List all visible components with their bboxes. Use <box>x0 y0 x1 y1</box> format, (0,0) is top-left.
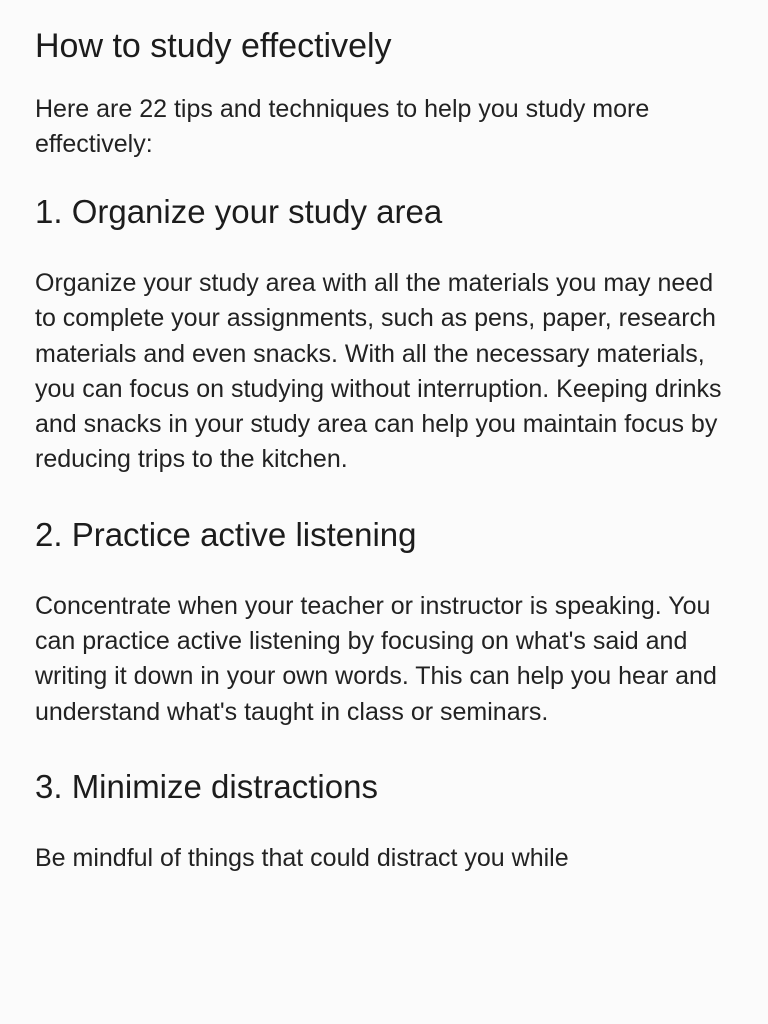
section-minimize-distractions <box>35 765 734 876</box>
section-body: Organize your study area with all the materials you may need to complete your assignments, such as pens, paper, research materials and even snacks. With all the necessary materials, you can focus on studying without interruption. Keeping drinks and snacks in your study area can help you maintain focus by reducing trips to the kitchen. <box>35 269 722 474</box>
section-body: Be mindful of things that could distract you while <box>35 843 569 872</box>
article-title: How to study effectively <box>35 27 392 65</box>
section-heading: 3. Minimize distractions <box>35 767 378 805</box>
section-heading: 2. Practice active listening <box>35 515 417 553</box>
article-intro: Here are 22 tips and techniques to help you study more effectively: <box>35 95 650 158</box>
section-organize-study-area <box>35 190 734 478</box>
section-active-listening <box>35 513 734 730</box>
section-heading: 1. Organize your study area <box>35 193 443 230</box>
section-body: Concentrate when your teacher or instructor is speaking. You can practice active listening by focusing on what's said and writing it down in your own words. This can help you hear and understand what's taught in class or seminars. <box>35 591 717 726</box>
